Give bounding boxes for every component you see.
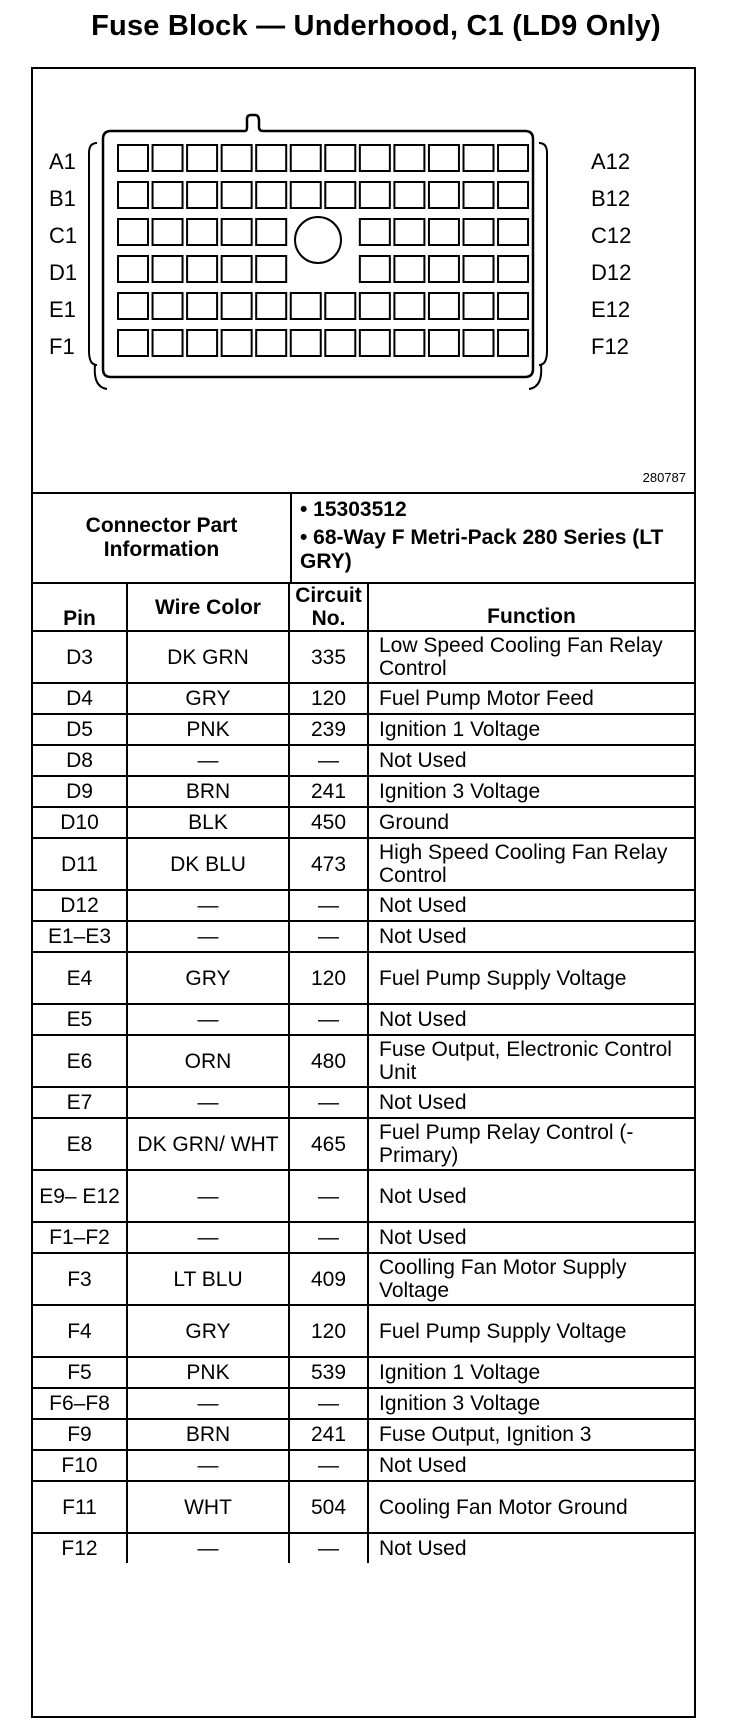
column-divider [367,1482,369,1532]
terminal-cavity [256,182,286,208]
terminal-cavity [464,330,494,356]
terminal-cavity [325,182,355,208]
row-label-right: F12 [591,334,629,359]
column-divider [126,584,128,630]
terminal-cavity [394,182,424,208]
column-divider [288,808,290,837]
table-cell-wire: WHT [184,1495,232,1519]
terminal-cavity [394,219,424,245]
column-divider [288,684,290,713]
column-divider [126,1534,128,1563]
table-cell-wire: GRY [185,1319,231,1343]
column-divider [367,684,369,713]
terminal-cavity [360,182,390,208]
table-cell-wire: PNK [186,1361,230,1384]
table-cell-wire: — [197,1454,219,1477]
terminal-cavity [360,145,390,171]
column-divider [367,808,369,837]
terminal-cavity [291,293,321,319]
column-divider [288,1389,290,1418]
table-cell-wire: BRN [185,780,231,803]
column-divider [126,808,128,837]
table-cell-pin: D11 [61,852,98,876]
table-cell-circuit: — [318,894,339,917]
terminal-cavity [187,219,217,245]
terminal-cavity [256,256,286,282]
table-cell-pin: D12 [60,894,99,917]
terminal-cavity [429,219,459,245]
table-cell-function: Not Used [379,1454,467,1477]
column-divider [367,1088,369,1117]
table-cell-wire: LT BLU [173,1267,243,1291]
connector-part-number: • 15303512 [300,498,407,521]
column-divider [367,715,369,744]
column-divider [288,839,290,889]
terminal-cavity [360,330,390,356]
column-divider [288,777,290,806]
column-divider [126,1358,128,1387]
table-cell-pin: F1–F2 [49,1226,110,1249]
table-cell-wire: BLK [188,811,228,834]
table-cell-wire: — [197,925,219,948]
table-cell-circuit: 241 [310,780,347,803]
column-divider [126,1088,128,1117]
connector-info-label: Connector Part Information [85,514,238,561]
table-cell-function: Cooling Fan Motor Ground [379,1495,628,1519]
table-cell-circuit: — [318,1226,339,1249]
column-divider [288,1306,290,1356]
column-header-wire: Wire Color [155,595,261,619]
terminal-cavity [153,145,183,171]
table-cell-pin: D5 [66,718,93,741]
table-cell-wire: — [197,1226,219,1249]
terminal-cavity [464,182,494,208]
column-divider [288,1451,290,1480]
table-cell-pin: F9 [67,1423,92,1446]
terminal-cavity [256,145,286,171]
terminal-cavity [187,256,217,282]
table-cell-function: Not Used [379,925,467,948]
table-cell-circuit: — [318,1091,339,1114]
terminal-cavity [429,256,459,282]
row-label-left: A1 [49,149,76,174]
table-cell-function: Ignition 3 Voltage [379,780,541,803]
terminal-cavity [394,145,424,171]
column-divider [126,1223,128,1252]
terminal-cavity [222,219,252,245]
column-divider [126,1171,128,1221]
table-cell-circuit: 335 [310,645,347,669]
column-divider [367,1036,369,1086]
row-label-left: D1 [49,260,78,285]
table-cell-wire: ORN [184,1049,232,1073]
column-divider [126,1119,128,1169]
terminal-cavity [498,256,528,282]
column-divider [367,1451,369,1480]
table-cell-wire: DK BLU [170,852,246,876]
column-divider [288,891,290,920]
table-cell-pin: F10 [61,1454,98,1477]
column-divider [288,1223,290,1252]
column-divider [126,839,128,889]
table-cell-wire: GRY [185,966,231,990]
table-cell-circuit: 120 [310,1319,347,1343]
table-cell-wire: GRY [185,687,231,710]
terminal-cavity [498,145,528,171]
column-divider [126,922,128,951]
column-divider [126,1420,128,1449]
table-cell-wire: — [197,1184,219,1208]
terminal-cavity [394,330,424,356]
row-label-left: E1 [49,297,76,322]
column-divider [126,1306,128,1356]
table-cell-function: Ignition 3 Voltage [379,1392,541,1415]
column-divider [126,953,128,1003]
table-cell-pin: D10 [60,811,99,834]
table-cell-circuit: — [318,1454,339,1477]
table-cell-function: Not Used [379,1226,467,1249]
table-cell-function: Not Used [379,1184,467,1208]
table-cell-function: Not Used [379,894,467,917]
column-divider [288,1482,290,1532]
table-cell-wire: — [197,1091,219,1114]
table-cell-function: Fuel Pump Supply Voltage [379,1319,627,1343]
row-label-right: C12 [591,223,632,248]
column-divider [367,777,369,806]
terminal-cavity [118,256,148,282]
column-divider [367,1171,369,1221]
table-cell-wire: PNK [186,718,230,741]
column-divider [126,1451,128,1480]
terminal-cavity [153,293,183,319]
table-cell-pin: F4 [67,1319,92,1343]
column-divider [288,1119,290,1169]
terminal-cavity [222,256,252,282]
column-divider [288,1171,290,1221]
table-cell-circuit: 480 [310,1049,347,1073]
table-cell-pin: E6 [66,1049,93,1073]
table-cell-circuit: 239 [310,718,347,741]
terminal-cavity [498,330,528,356]
latch-hook [95,365,107,389]
column-divider [126,684,128,713]
terminal-cavity [291,145,321,171]
column-divider [367,1223,369,1252]
column-divider [367,839,369,889]
terminal-cavity [256,293,286,319]
table-cell-function: Ignition 1 Voltage [379,718,541,741]
terminal-cavity [187,182,217,208]
table-cell-wire: — [197,1008,219,1031]
table-cell-circuit: — [318,1008,339,1031]
column-divider [126,632,128,682]
column-divider [288,1036,290,1086]
column-divider [126,1482,128,1532]
column-divider [126,715,128,744]
table-cell-pin: D9 [66,780,93,803]
table-cell-circuit: 409 [310,1267,347,1291]
column-header-pin: Pin [63,607,96,630]
column-divider [126,1005,128,1034]
latch-hook [529,365,541,389]
table-cell-pin: D3 [66,645,93,669]
column-divider [126,1036,128,1086]
terminal-cavity [498,219,528,245]
terminal-cavity [464,293,494,319]
row-label-right: E12 [591,297,631,322]
terminal-cavity [291,330,321,356]
terminal-cavity [498,293,528,319]
table-cell-function: Ignition 1 Voltage [379,1361,541,1384]
terminal-cavity [187,293,217,319]
column-divider [367,891,369,920]
column-divider [367,1254,369,1304]
table-cell-circuit: 450 [310,811,347,834]
terminal-cavity [464,219,494,245]
table-cell-pin: E9– E12 [39,1184,120,1208]
table-cell-circuit: — [318,1537,339,1560]
terminal-cavity [429,293,459,319]
terminal-cavity [325,330,355,356]
figure-code: 280787 [642,470,686,485]
table-cell-pin: F3 [67,1267,92,1291]
terminal-cavity [325,293,355,319]
column-divider [288,1358,290,1387]
column-divider [367,746,369,775]
terminal-cavity [118,219,148,245]
table-cell-function: Fuse Output, Ignition 3 [379,1423,592,1446]
table-cell-pin: F5 [67,1361,92,1384]
terminal-cavity [118,182,148,208]
table-cell-pin: F11 [62,1495,97,1519]
terminal-cavity [153,219,183,245]
table-cell-circuit: — [318,749,339,772]
table-cell-pin: D8 [66,749,93,772]
terminal-cavity [429,182,459,208]
row-label-left: C1 [49,223,78,248]
table-cell-function: Fuel Pump Motor Feed [379,687,594,710]
terminal-cavity [153,182,183,208]
terminal-cavity [118,293,148,319]
table-cell-pin: D4 [66,687,93,710]
terminal-cavity [291,182,321,208]
table-cell-wire: DK GRN [167,645,249,669]
column-divider [288,1254,290,1304]
terminal-cavity [118,330,148,356]
table-cell-wire: — [197,1537,219,1560]
column-divider [288,1420,290,1449]
column-divider [126,1254,128,1304]
connector-info-details [300,494,690,582]
table-cell-function: Not Used [379,749,467,772]
terminal-cavity [187,145,217,171]
table-cell-pin: F12 [61,1537,98,1560]
left-bracket [89,143,97,365]
terminal-cavity [256,219,286,245]
table-cell-circuit: 473 [310,852,347,876]
column-divider [367,922,369,951]
table-cell-function: Fuel Pump Supply Voltage [379,966,627,990]
terminal-cavity [360,293,390,319]
table-cell-wire: BRN [185,1423,231,1446]
table-cell-function: Not Used [379,1008,467,1031]
table-cell-circuit: — [318,1184,339,1208]
terminal-cavity [498,182,528,208]
table-cell-circuit: 504 [310,1495,347,1519]
table-cell-pin: E8 [66,1132,93,1156]
terminal-cavity [222,330,252,356]
table-cell-circuit: 539 [310,1361,347,1384]
table-cell-pin: E4 [66,966,93,990]
column-divider [126,777,128,806]
terminal-cavity [118,145,148,171]
terminal-cavity [153,256,183,282]
column-divider [367,632,369,682]
table-cell-function: Fuel Pump Relay Control (-Primary) [379,1121,634,1167]
column-header-circuit: Circuit No. [295,584,362,630]
terminal-cavity [222,145,252,171]
column-divider [367,1306,369,1356]
column-divider [288,1005,290,1034]
terminal-cavity [325,145,355,171]
table-cell-wire: — [197,749,219,772]
connector-type: • 68-Way F Metri-Pack 280 Series (LT GRY) [300,526,664,573]
table-cell-circuit: 241 [310,1423,347,1446]
column-divider [126,891,128,920]
row-label-right: A12 [591,149,631,174]
divider [290,494,292,582]
terminal-cavity [153,330,183,356]
column-divider [288,746,290,775]
column-divider [288,1088,290,1117]
column-divider [367,1534,369,1563]
column-divider [288,1534,290,1563]
column-divider [367,1119,369,1169]
right-bracket [539,143,547,365]
terminal-cavity [429,330,459,356]
connector-diagram [33,69,694,492]
column-divider [288,922,290,951]
terminal-cavity [222,293,252,319]
terminal-cavity [464,145,494,171]
column-divider [367,1358,369,1387]
table-cell-function: Fuse Output, Electronic Control Unit [379,1038,672,1084]
column-divider [367,584,369,630]
terminal-cavity [429,145,459,171]
table-cell-wire: DK GRN/ WHT [137,1132,279,1156]
table-cell-function: Low Speed Cooling Fan Relay Control [379,634,663,680]
terminal-cavity [187,330,217,356]
page-title: Fuse Block — Underhood, C1 (LD9 Only) [91,10,661,42]
column-divider [126,1389,128,1418]
row-label-left: F1 [49,334,75,359]
column-divider [288,584,290,630]
column-divider [288,632,290,682]
row-label-left: B1 [49,186,76,211]
column-divider [288,953,290,1003]
table-cell-pin: E1–E3 [47,925,112,948]
column-divider [367,1005,369,1034]
table-cell-circuit: — [318,1392,339,1415]
terminal-cavity [464,256,494,282]
table-cell-circuit: 120 [310,687,347,710]
table-cell-function: Not Used [379,1537,467,1560]
terminal-cavity [394,293,424,319]
column-divider [126,746,128,775]
table-cell-circuit: 465 [310,1132,347,1156]
table-cell-pin: E5 [66,1008,93,1031]
terminal-cavity [360,219,390,245]
table-cell-circuit: 120 [310,966,347,990]
table-cell-wire: — [197,894,219,917]
table-cell-function: Ground [379,811,450,834]
terminal-cavity [222,182,252,208]
column-divider [288,715,290,744]
table-cell-circuit: — [318,925,339,948]
column-divider [367,1389,369,1418]
table-cell-function: Coolling Fan Motor Supply Voltage [379,1256,627,1302]
table-cell-wire: — [197,1392,219,1415]
table-cell-function: Not Used [379,1091,467,1114]
column-divider [367,953,369,1003]
column-divider [367,1420,369,1449]
terminal-cavity [256,330,286,356]
row-label-right: D12 [591,260,632,285]
terminal-cavity [360,256,390,282]
row-label-right: B12 [591,186,631,211]
table-cell-pin: F6–F8 [49,1392,110,1415]
table-cell-function: High Speed Cooling Fan Relay Control [379,841,668,887]
column-header-function: Function [487,605,576,628]
locator-hole [295,217,341,263]
table-cell-pin: E7 [66,1091,93,1114]
terminal-cavity [394,256,424,282]
